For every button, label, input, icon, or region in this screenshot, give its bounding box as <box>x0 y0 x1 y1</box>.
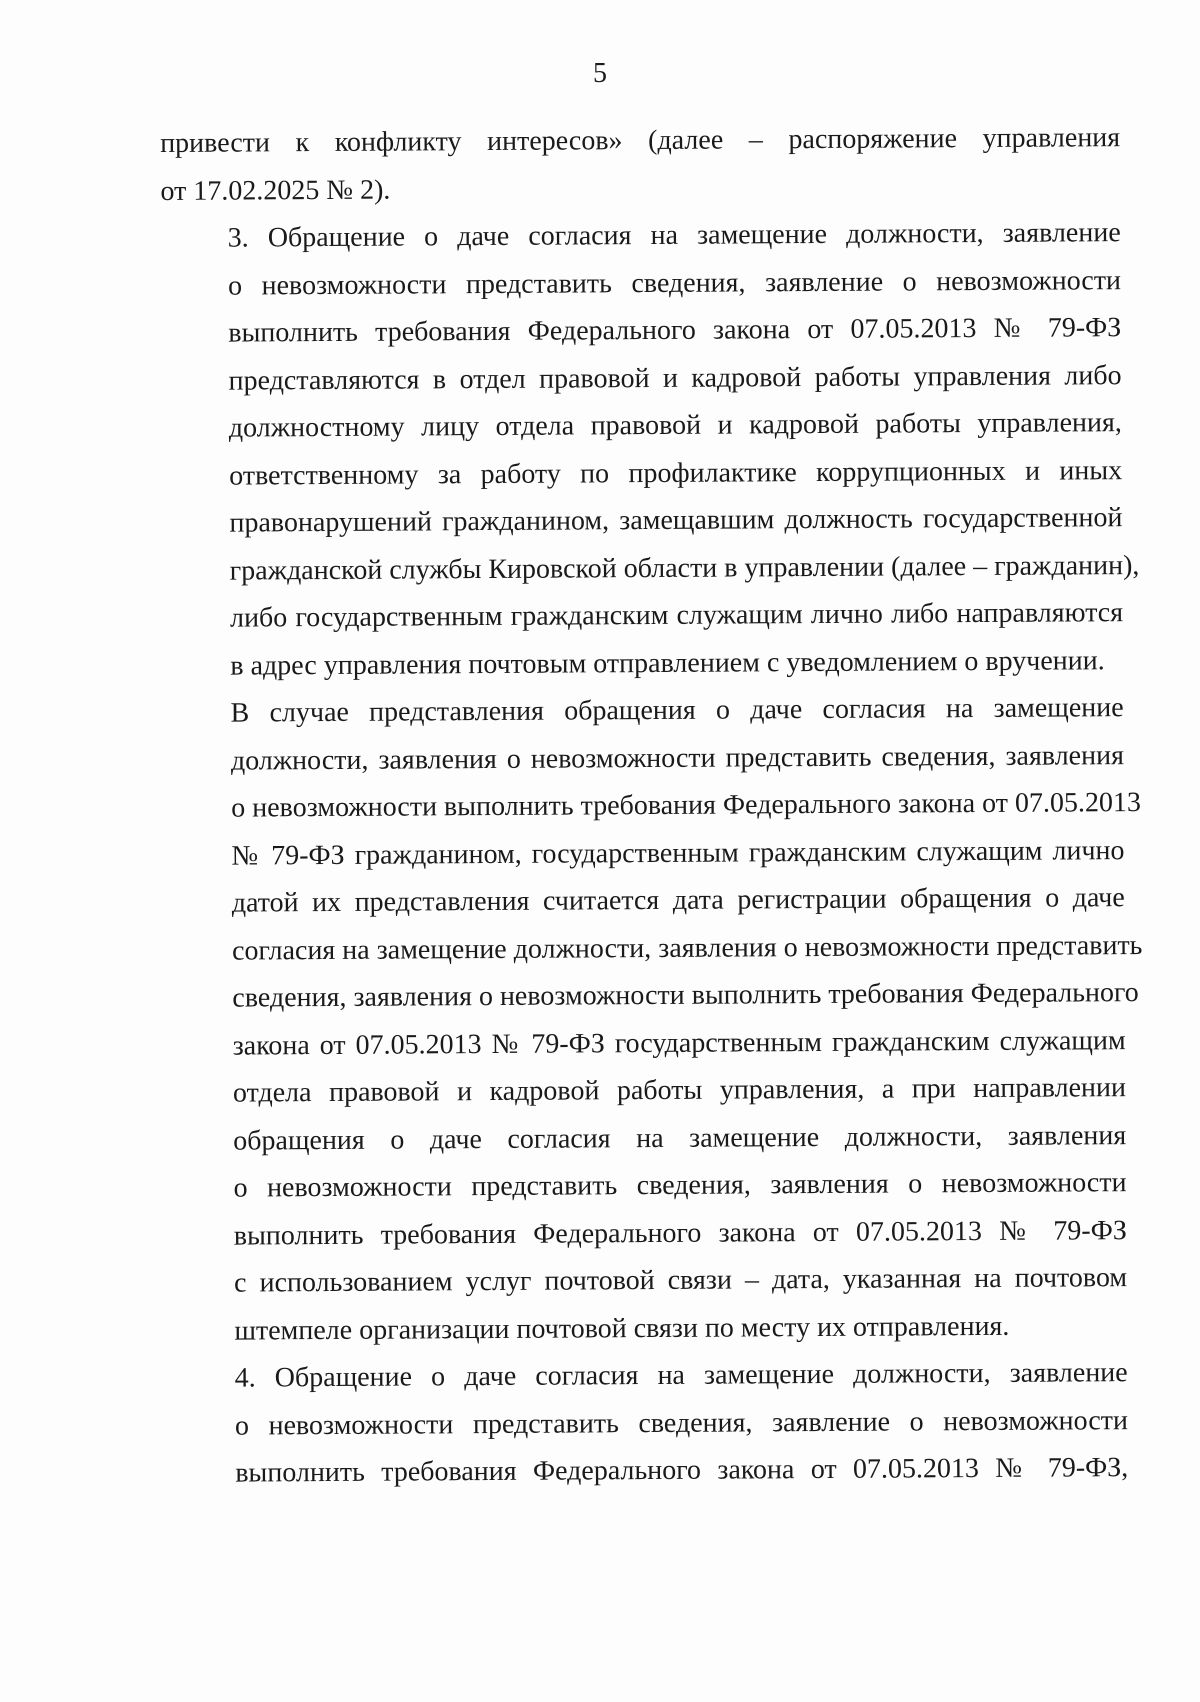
text-line: привести к конфликту интересов» (далее – распоряжение управления <box>160 122 1121 159</box>
text-line: ответственному за работу по профилактике коррупционных и иных <box>229 454 1123 492</box>
text-line: В случае представления обращения о даче согласия на замещение <box>230 692 1124 729</box>
paragraph <box>160 114 1121 215</box>
document-body <box>160 114 1143 1497</box>
text-line: представляются в отдел правовой и кадровой работы управления либо <box>228 359 1122 397</box>
text-line: о невозможности представить сведения, заявления о невозможности <box>233 1167 1127 1204</box>
text-line: датой их представления считается дата регистрации обращения о даче <box>231 882 1125 919</box>
text-line: обращения о даче согласия на замещение должности, заявления <box>233 1119 1127 1157</box>
text-line: в адрес управления почтовым отправлением с уведомлением о вручении. <box>230 644 1105 682</box>
text-line: гражданской службы Кировской области в управлении (далее – гражданин), <box>229 549 1140 587</box>
text-line: с использованием услуг почтовой связи – дата, указанная на почтовом <box>234 1262 1128 1299</box>
text-line: должности, заявления о невозможности представить сведения, заявления <box>230 739 1124 777</box>
text-line: № 79-ФЗ гражданином, государственным гражданским служащим лично <box>231 834 1125 872</box>
text-line: согласия на замещение должности, заявления о невозможности представить <box>231 929 1143 967</box>
text-line: либо государственным гражданским служащим лично либо направляются <box>229 597 1124 634</box>
text-line: о невозможности представить сведения, заявление о невозможности <box>234 1404 1129 1442</box>
text-line: о невозможности выполнить требования Федерального закона от 07.05.2013 <box>231 787 1142 824</box>
text-line: выполнить требования Федерального закона от 07.05.2013 № 79-ФЗ <box>233 1214 1127 1252</box>
paragraph <box>168 1349 1129 1497</box>
paragraph <box>161 209 1140 690</box>
text-line: выполнить требования Федерального закона от 07.05.2013 № 79-ФЗ, <box>235 1452 1129 1489</box>
text-line: от 17.02.2025 № 2). <box>160 174 391 207</box>
text-line: о невозможности представить сведения, заявление о невозможности <box>227 264 1122 302</box>
page-number: 5 <box>593 58 607 89</box>
text-line: штемпеле организации почтовой связи по месту их отправления. <box>234 1310 1010 1347</box>
text-line: выполнить требования Федерального закона от 07.05.2013 № 79-ФЗ <box>228 312 1122 349</box>
text-line: отдела правовой и кадровой работы управления, а при направлении <box>232 1072 1127 1109</box>
text-line: 4. Обращение о даче согласия на замещение должности, заявление <box>234 1357 1128 1394</box>
text-line: сведения, заявления о невозможности выполнить требования Федерального <box>232 977 1139 1014</box>
text-line: закона от 07.05.2013 № 79-ФЗ государственным гражданским служащим <box>232 1024 1126 1062</box>
paragraph <box>163 684 1143 1355</box>
text-line: правонарушений гражданином, замещавшим должность государственной <box>229 502 1123 539</box>
text-line: должностному лицу отдела правовой и кадровой работы управления, <box>228 407 1122 444</box>
text-line: 3. Обращение о даче согласия на замещение должности, заявление <box>227 217 1121 254</box>
